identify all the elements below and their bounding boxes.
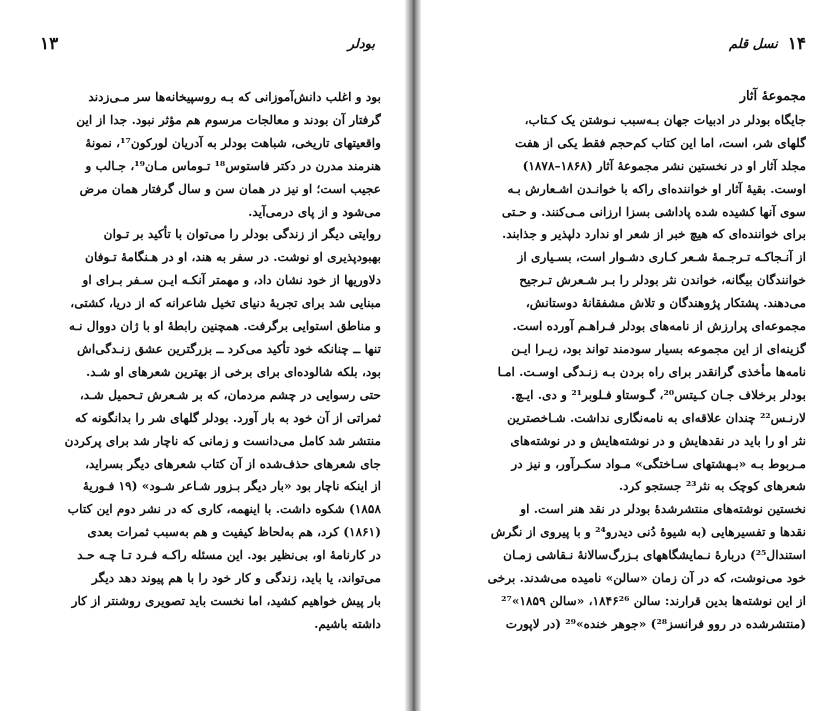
text-line: بار پیش خواهیم کشید، اما نخست باید تصویری روشنتر از کار	[71, 593, 381, 608]
text-line: بود و اغلب دانش‌آموزانی که بـه روسپیخانه‌ها سر مـی‌زدند	[88, 90, 381, 104]
text-line: از اینکه ناچار بود «بار دیگر بـزور شـاعر شـود» (۱۹ فـوریهٔ	[82, 479, 381, 494]
text-line: ثمراتی از آن خود به بار آورد. بودلر گلهای شر را بدانگونه که	[75, 410, 381, 425]
running-title: نسل قلم	[728, 36, 778, 52]
running-title: بودلر	[347, 36, 375, 52]
left-page-body	[42, 86, 381, 636]
text-line: اوست. بقیهٔ آثار او خواننده‌ای راکه با خوانـدن اشـعارش بـه	[507, 181, 806, 196]
text-line: جای شعرهای حذف‌شده از آن کتاب شعرهای دیگر بسراید،	[85, 456, 381, 471]
text-line: (منتشرشده در روو فرانسز²⁸) «جوهر خنده»²⁹ (در لاپورت	[505, 616, 806, 631]
text-line: عجیب است؛ او نیز در همان سن و سال گرفتار همان مرض	[79, 181, 381, 196]
text-line: نثر او را باید در نقدهایش و در نوشته‌هایش و در نوشته‌های	[510, 433, 806, 448]
text-line: بهبودپذیری او نوشت. در سفر به هند، او در هـنگامهٔ تـوفان	[85, 250, 381, 265]
text-line: برای خواننده‌ای که هیچ خبر از شعر او ندارد دلپذیر و جذابند.	[501, 227, 806, 242]
text-line: استندال²⁵) دربارهٔ نـمایشگاههای بـزرگ‌سالانهٔ نـقاشی زمـان	[503, 548, 806, 563]
text-line: نقدها و تفسیرهایی (به شیوهٔ دُنی دیدرو²⁴ و با پیروی از نگرش	[490, 525, 806, 540]
text-line: هنرمند مدرن در دکتر فاستوس¹⁸ تـوماس مـان¹⁹، جـالب و	[85, 158, 381, 173]
text-line: شعرهای کوچک به نثر²³ جستجو کرد.	[618, 479, 806, 494]
book-gutter	[405, 0, 421, 711]
page-number: ۱۴	[787, 34, 806, 54]
text-line: و مناطق استوایی برگرفت. همچنین رابطهٔ او با ژان دووال نـه	[69, 319, 381, 334]
text-line: جایگاه بودلر در ادبیات جهان بـه‌سبب نـوشتن یک کـتاب،	[524, 112, 806, 127]
right-page	[421, 0, 826, 711]
text-line: می‌شود و از پای درمی‌آید.	[248, 204, 381, 219]
text-line: بود، بلکه شالوده‌ای برای برخی از بهترین شعرهای او شـد.	[86, 364, 381, 379]
text-line: می‌دهند. پشتکار پژوهندگان و تلاش مشفقانهٔ دوستانش،	[525, 296, 806, 311]
text-line: گزینه‌ای از این مجموعه بسیار سودمند تواند بود، زیـرا ایـن	[511, 341, 806, 356]
text-line: از این نوشته‌ها بدین قرارند: سالن ۱۸۴۶²⁶، «سالن ۱۸۵۹»²⁷	[501, 593, 806, 608]
text-line: ۱۸۵۸) شکوه داشت. با اینهمه، کاری که در نشر دوم این کتاب	[67, 502, 381, 517]
left-page-header	[40, 34, 375, 54]
text-line: از آنـجاکـه تـرجـمهٔ شـعر کـاری دشـوار است، بسـیاری از	[517, 250, 806, 265]
page-number: ۱۳	[40, 34, 59, 54]
text-line: تنها ــ چنانکه خود تأکید می‌کرد ــ بزرگترین عشق زنـدگی‌اش	[77, 341, 381, 356]
text-line: سوی آنها کشیده شده پاداشی بسزا ارزانی مـی‌کنند. و حـتی	[501, 204, 806, 219]
text-line: لارنـس²² چندان علاقه‌ای به نامه‌نگاری نداشت. شـاخصترین	[507, 410, 806, 425]
text-line: در کارنامهٔ او، بی‌نظیر بود. این مسئله راکـه فـرد تـا چـه حـد	[77, 548, 381, 563]
text-line: منتشر شد کامل می‌دانست و زمانی که ناچار شد برای پرکردن	[64, 433, 381, 448]
text-line: واقعیتهای تاریخی، شباهت بودلر به آدریان لورکون¹⁷، نمونهٔ	[85, 135, 381, 150]
text-line: (۱۸۶۱) کرد، هم به‌لحاظ کیفیت و هم به‌سبب ثمرات بعدی	[87, 525, 381, 540]
left-page	[0, 0, 405, 711]
text-line: حتی رسوایی در چشم مردمان، که بر شـعرش تـحمیل شـد،	[79, 387, 381, 402]
text-line: مـربوط بـه «بـهشتهای سـاختگی» مـواد سکـرآور، و نیز در	[511, 456, 806, 471]
text-line: دلاوریها از خود نشان داد، و مهمتر آنکـه ایـن سـفر بـرای او	[82, 273, 381, 288]
text-line: روایتی دیگر از زندگی بودلر را می‌توان با تأکید بر تـوان	[103, 227, 381, 242]
section-heading: مجموعهٔ آثار	[739, 89, 806, 104]
text-line: گلهای شر، است، اما این کتاب کم‌حجم فقط یکی از هفت	[515, 135, 806, 150]
text-line: مجلد آثار او در نخستین نشر مجموعهٔ آثار (۱۸۶۸–۱۸۷۸)	[522, 158, 806, 173]
right-page-header	[439, 34, 806, 54]
text-line: نامه‌ها مأخذی گرانقدر برای راه بردن بـه زنـدگی اوسـت. امـا	[497, 364, 806, 379]
text-line: خوانندگان بیگانه، خواندن نثر بودلر را بـر شـعرش تـرجیح	[519, 273, 806, 288]
right-page-body	[441, 86, 806, 636]
text-line: داشته باشیم.	[314, 616, 381, 631]
text-line: می‌تواند، یا باید، زندگی و کار خود را با هم پیوند دهد دیگر	[91, 571, 381, 586]
text-line: خود می‌نوشت، که در آن زمان «سالن» نامیده می‌شدند. برخی	[487, 571, 806, 586]
text-line: مجموعه‌ای پرارزش از نامه‌های بودلر فـراهـم آورده است.	[512, 319, 806, 334]
text-line: نخستین نوشته‌های منتشرشدهٔ بودلر در نقد هنر است. او	[520, 502, 806, 517]
text-line: بودلر برخلاف جـان کـیتس²⁰، گـوستاو فـلوبر²¹ و دی. ایـچ.	[511, 387, 806, 402]
text-line: گرفتار آن بودند و معالجات مرسوم هم مؤثر نبود. جدا از این	[76, 112, 381, 127]
text-line: مبنایی شد برای تجربهٔ دنیای تخیل شاعرانه که از دریا، کشتی،	[70, 296, 381, 311]
